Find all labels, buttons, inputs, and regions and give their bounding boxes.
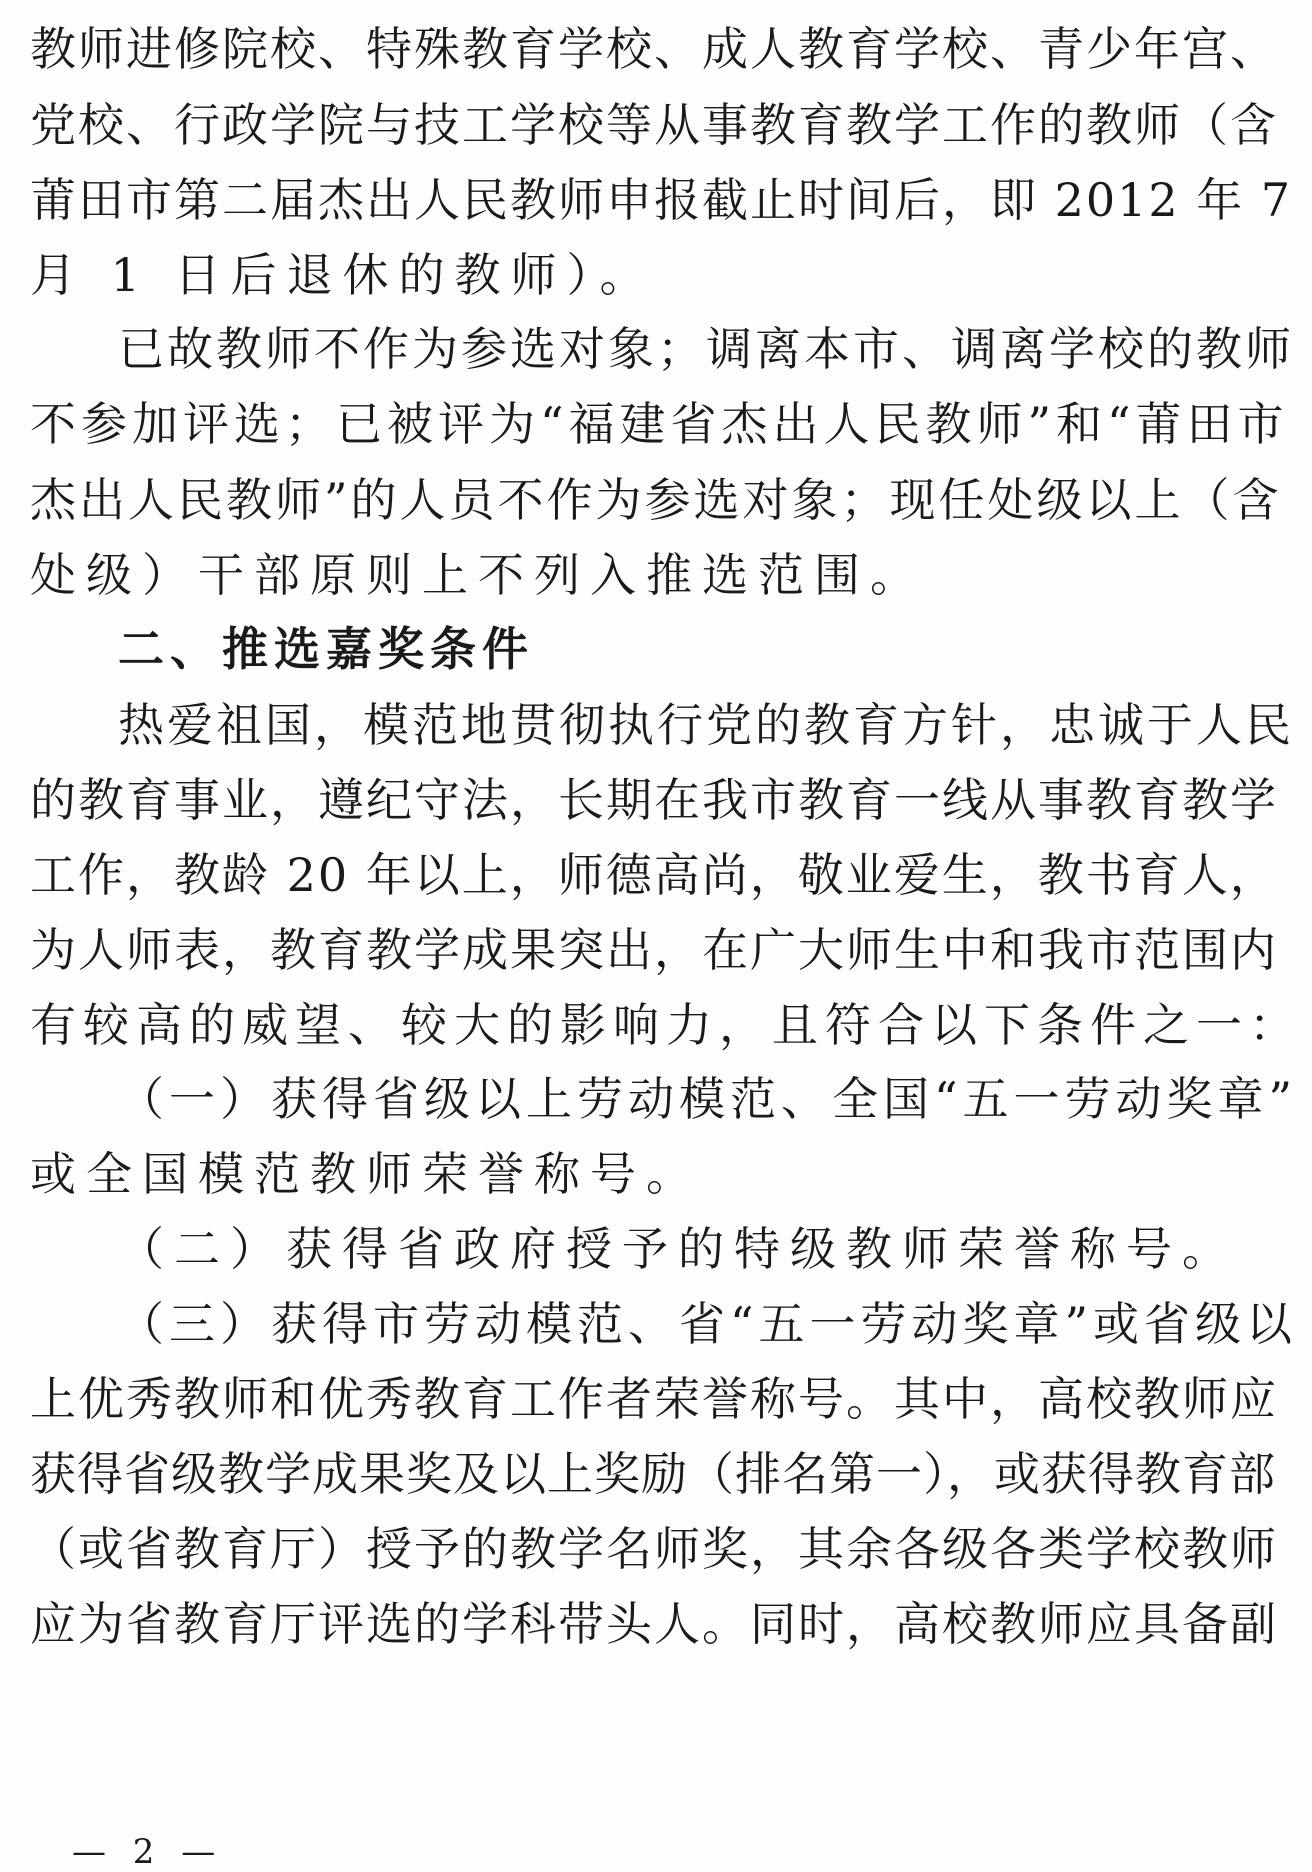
text-line: 教师进修院校、特殊教育学校、成人教育学校、青少年宫、: [30, 22, 1278, 76]
text-line: 获得省级教学成果奖及以上奖励（排名第一），或获得教育部: [30, 1447, 1276, 1501]
text-line: 应为省教育厅评选的学科带头人。同时，高校教师应具备副: [30, 1597, 1278, 1651]
text-line: 杰出人民教师”的人员不作为参选对象；现任处级以上（含: [30, 473, 1282, 527]
page-number: — 2 —: [72, 1832, 224, 1872]
text-line: 有较高的威望、较大的影响力，且符合以下条件之一：: [30, 998, 1302, 1052]
text-line: 处级）干部原则上不列入推选范围。: [30, 548, 926, 602]
section-heading: 二、推选嘉奖条件: [118, 622, 534, 676]
text-line: 不参加评选；已被评为“福建省杰出人民教师”和“莆田市: [30, 397, 1289, 451]
text-line: 热爱祖国，模范地贯彻执行党的教育方针，忠诚于人民: [118, 698, 1294, 752]
text-line: 工作，教龄 20 年以上，师德高尚，敬业爱生，教书育人，: [30, 848, 1278, 902]
text-line: （三）获得市劳动模范、省“五一劳动奖章”或省级以: [118, 1297, 1298, 1351]
text-line: 的教育事业，遵纪守法，长期在我市教育一线从事教育教学: [30, 773, 1278, 827]
text-line: 党校、行政学院与技工学校等从事教育教学工作的教师（含: [30, 98, 1278, 152]
text-line: 为人师表，教育教学成果突出，在广大师生中和我市范围内: [30, 923, 1278, 977]
text-line: （一）获得省级以上劳动模范、全国“五一劳动奖章”: [118, 1072, 1298, 1126]
text-line: 莆田市第二届杰出人民教师申报截止时间后，即 2012 年 7: [30, 173, 1293, 227]
text-line: （或省教育厅）授予的教学名师奖，其余各级各类学校教师: [30, 1522, 1278, 1576]
text-line: 已故教师不作为参选对象；调离本市、调离学校的教师: [118, 322, 1294, 376]
text-line: 或全国模范教师荣誉称号。: [30, 1147, 702, 1201]
text-line: （二）获得省政府授予的特级教师荣誉称号。: [118, 1222, 1238, 1276]
text-line: 上优秀教师和优秀教育工作者荣誉称号。其中，高校教师应: [30, 1372, 1278, 1426]
text-line: 月 1 日后退休的教师）。: [30, 248, 656, 302]
